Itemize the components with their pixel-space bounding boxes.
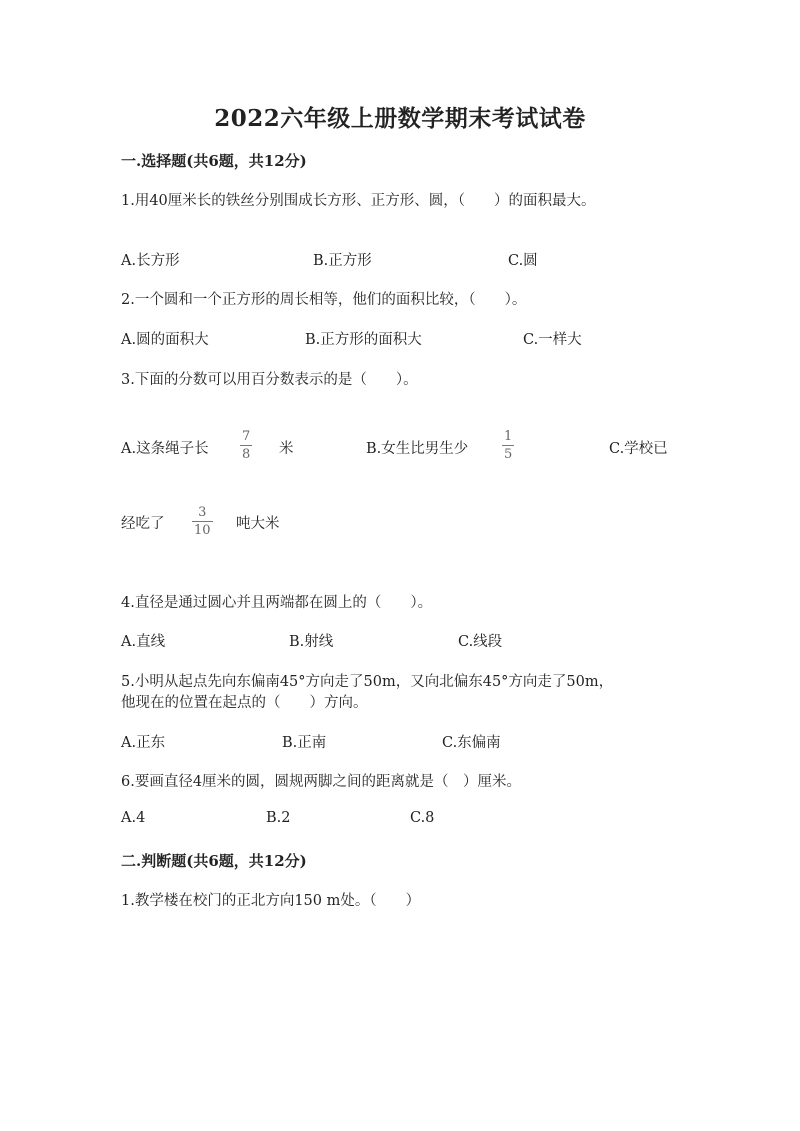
section-heading-choice: 一.选择题(共6题，共12分) [121, 152, 307, 170]
question-4-option-c: C.线段 [458, 634, 503, 650]
question-3-option-a-fraction [240, 430, 252, 461]
fraction-numerator: 1 [504, 429, 513, 444]
question-2-option-c: C.一样大 [523, 332, 582, 348]
question-3-option-c-suffix: 吨大米 [236, 516, 280, 532]
question-6: 6.要画直径4厘米的圆，圆规两脚之间的距离就是（ ）厘米。 [121, 774, 522, 790]
question-1: 1.用40厘米长的铁丝分别围成长方形、正方形、圆，（ ）的面积最大。 [121, 193, 596, 209]
question-5-option-c: C.东偏南 [442, 735, 501, 751]
question-3-option-c-fraction [192, 506, 213, 537]
fraction-denominator: 10 [194, 523, 211, 538]
section-heading-judgement: 二.判断题(共6题，共12分) [121, 852, 307, 870]
question-6-option-c: C.8 [410, 810, 435, 826]
fraction-numerator: 7 [242, 429, 251, 444]
question-4-option-b: B.射线 [289, 634, 334, 650]
page-title: 2022六年级上册数学期末考试试卷 [214, 105, 586, 132]
question-4-option-a: A.直线 [121, 634, 166, 650]
judgement-question-1: 1.教学楼在校门的正北方向150 m处。（ ） [121, 893, 421, 909]
question-2-option-a: A.圆的面积大 [121, 332, 209, 348]
question-2: 2.一个圆和一个正方形的周长相等，他们的面积比较，（ ）。 [121, 292, 527, 308]
question-3-option-a-suffix: 米 [279, 441, 294, 457]
question-5-line-2: 他现在的位置在起点的（ ）方向。 [121, 695, 368, 711]
question-3-option-c-prefix: C.学校已 [609, 441, 668, 457]
question-3-option-a-prefix: A.这条绳子长 [121, 441, 209, 457]
fraction-denominator: 5 [504, 447, 513, 462]
question-5-option-b: B.正南 [282, 735, 327, 751]
question-3-option-c-line2: 经吃了 [121, 516, 165, 532]
question-5-option-a: A.正东 [121, 735, 166, 751]
question-3: 3.下面的分数可以用百分数表示的是（ ）。 [121, 372, 418, 388]
question-6-option-a: A.4 [121, 810, 146, 826]
question-6-option-b: B.2 [266, 810, 291, 826]
fraction-numerator: 3 [198, 505, 207, 520]
question-5-line-1: 5.小明从起点先向东偏南45°方向走了50m，又向北偏东45°方向走了50m， [121, 674, 614, 690]
question-3-option-b-prefix: B.女生比男生少 [366, 441, 469, 457]
question-3-option-b-fraction [502, 430, 514, 461]
question-1-option-a: A.长方形 [121, 253, 180, 269]
fraction-denominator: 8 [242, 447, 251, 462]
question-1-option-c: C.圆 [508, 253, 538, 269]
question-2-option-b: B.正方形的面积大 [305, 332, 422, 348]
question-4: 4.直径是通过圆心并且两端都在圆上的（ ）。 [121, 595, 433, 611]
question-1-option-b: B.正方形 [313, 253, 372, 269]
